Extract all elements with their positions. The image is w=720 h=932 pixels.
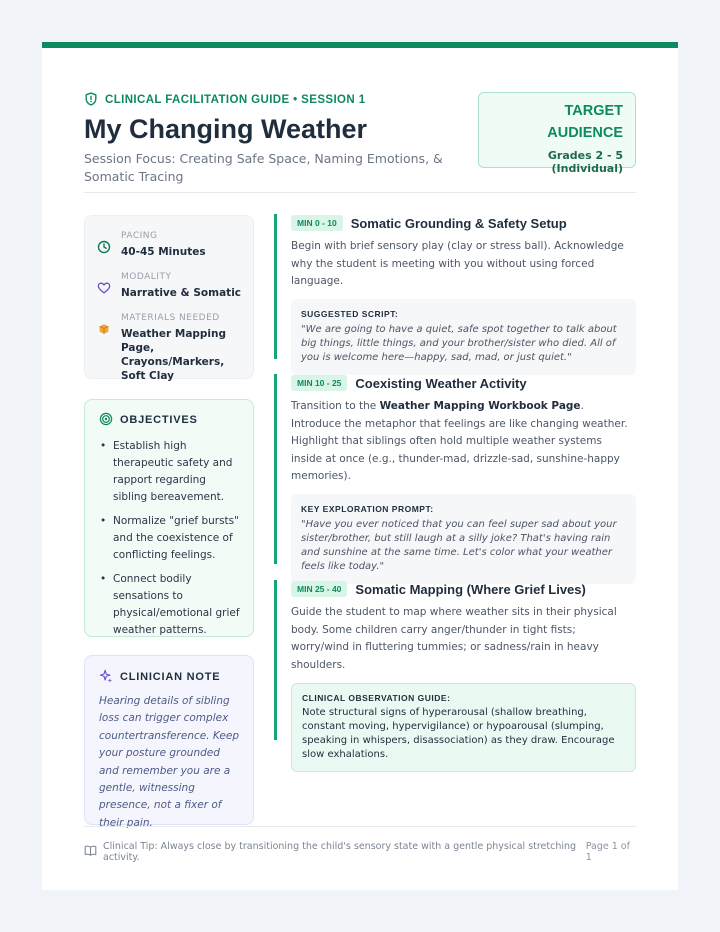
clinician-note-heading (99, 669, 241, 685)
objectives-heading (99, 412, 241, 428)
book-icon (84, 844, 97, 860)
script-label: SUGGESTED SCRIPT: (301, 308, 399, 319)
pacing-label: PACING (121, 231, 158, 241)
observation-label: CLINICAL OBSERVATION GUIDE: (302, 693, 451, 703)
section-grounding (274, 214, 636, 363)
clock-icon (97, 230, 111, 259)
footer (84, 826, 636, 863)
header-divider (84, 192, 636, 193)
shield-icon (84, 92, 98, 109)
section-somatic-mapping (274, 580, 636, 760)
objective-item: • Establish high therapeutic safety and rapport regarding sibling bereavement. (99, 438, 241, 506)
prompt-text: "Have you ever noticed that you can feel super sad about your sister/brother, but still laugh at a silly joke? That's having rain and sunshine at the same time. Let's color what your weather feels like today." (301, 518, 617, 572)
modality-label: MODALITY (121, 272, 172, 282)
materials-label: MATERIALS NEEDED (121, 313, 220, 323)
prompt-box (291, 494, 636, 584)
section-header (291, 580, 636, 598)
audience-label: TARGET AUDIENCE (547, 103, 623, 141)
accent-bar (42, 42, 678, 48)
audience-value: Grades 2 - 5 (Individual) (547, 149, 623, 175)
script-text: "We are going to have a quiet, safe spot together to talk about big things, little things, and your brother/sister who died. All of you is welcome here—happy, sad, mad, or just quiet." (301, 323, 617, 363)
script-box (291, 299, 636, 375)
objectives-heading-text: OBJECTIVES (120, 414, 198, 426)
session-focus: Session Focus: Creating Safe Space, Naming Emotions, & Somatic Tracing (84, 151, 443, 184)
section-weather-activity (274, 374, 636, 572)
section-description (291, 398, 636, 486)
modality-value: Narrative & Somatic (121, 287, 242, 299)
clinician-note-heading-text: CLINICIAN NOTE (120, 671, 221, 683)
pacing-value: 40-45 Minutes (121, 246, 206, 258)
desc-text: Transition to the (291, 400, 380, 412)
target-audience-box (478, 92, 636, 175)
workbook-page-ref: Weather Mapping Workbook Page (379, 400, 581, 412)
target-icon (99, 412, 113, 429)
section-header (291, 374, 636, 392)
objectives-list (99, 438, 241, 639)
page-number: Page 1 of 1 (585, 841, 630, 863)
clinician-note-text: Hearing details of sibling loss can trigger complex countertransference. Keep your posture grounded and remember you are a gentle, witnessing presence, not a fixer of their pain. (99, 695, 239, 829)
session-meta-card (84, 215, 254, 382)
kicker-text: CLINICAL FACILITATION GUIDE • SESSION 1 (105, 94, 366, 106)
materials-item (97, 312, 241, 383)
tip-text: Clinical Tip: Always close by transitioning the child's sensory state with a gentle physical stretching activity. (103, 841, 577, 863)
time-badge: MIN 0 - 10 (291, 215, 343, 231)
pacing-item (97, 230, 241, 259)
section-title: Coexisting Weather Activity (355, 375, 527, 391)
sparkle-icon (99, 669, 113, 686)
heart-icon (97, 271, 111, 300)
guide-page (42, 42, 678, 890)
time-badge: MIN 10 - 25 (291, 375, 347, 391)
observation-guide-box (291, 683, 636, 772)
observation-text: Note structural signs of hyperarousal (shallow breathing, constant moving, hypervigilance) or hypoarousal (slumping, speaking in whispers, disassociation) as they draw. Encourage slow exhalations. (302, 707, 615, 760)
clinical-tip (84, 841, 586, 863)
desc-text: . Introduce the metaphor that feelings are like changing weather. Highlight that siblings often hold multiple weather systems inside at once (e.g., thunder-mad, drizzle-sad, sunshine-happy memories). (291, 400, 628, 482)
clinician-note-card (84, 655, 254, 829)
objective-item: • Normalize "grief bursts" and the coexistence of conflicting feelings. (99, 513, 241, 564)
section-description: Begin with brief sensory play (clay or stress ball). Acknowledge why the student is meeting with you without using forced language. (291, 240, 624, 287)
section-header (291, 214, 636, 232)
page-title: My Changing Weather (84, 114, 368, 144)
materials-value: Weather Mapping Page, Crayons/Markers, Soft Clay (121, 328, 227, 382)
section-title: Somatic Mapping (Where Grief Lives) (355, 581, 586, 597)
box-icon (97, 312, 111, 383)
objectives-card (84, 399, 254, 637)
time-badge: MIN 25 - 40 (291, 581, 347, 597)
prompt-label: KEY EXPLORATION PROMPT: (301, 503, 434, 514)
section-title: Somatic Grounding & Safety Setup (350, 215, 567, 231)
modality-item (97, 271, 241, 300)
objective-item: • Connect bodily sensations to physical/emotional grief weather patterns. (99, 571, 241, 639)
section-description: Guide the student to map where weather sits in their physical body. Some children carry anger/thunder in tight fists; worry/wind in fluttering tummies; or sadness/rain in heavy shoulders. (291, 606, 617, 671)
